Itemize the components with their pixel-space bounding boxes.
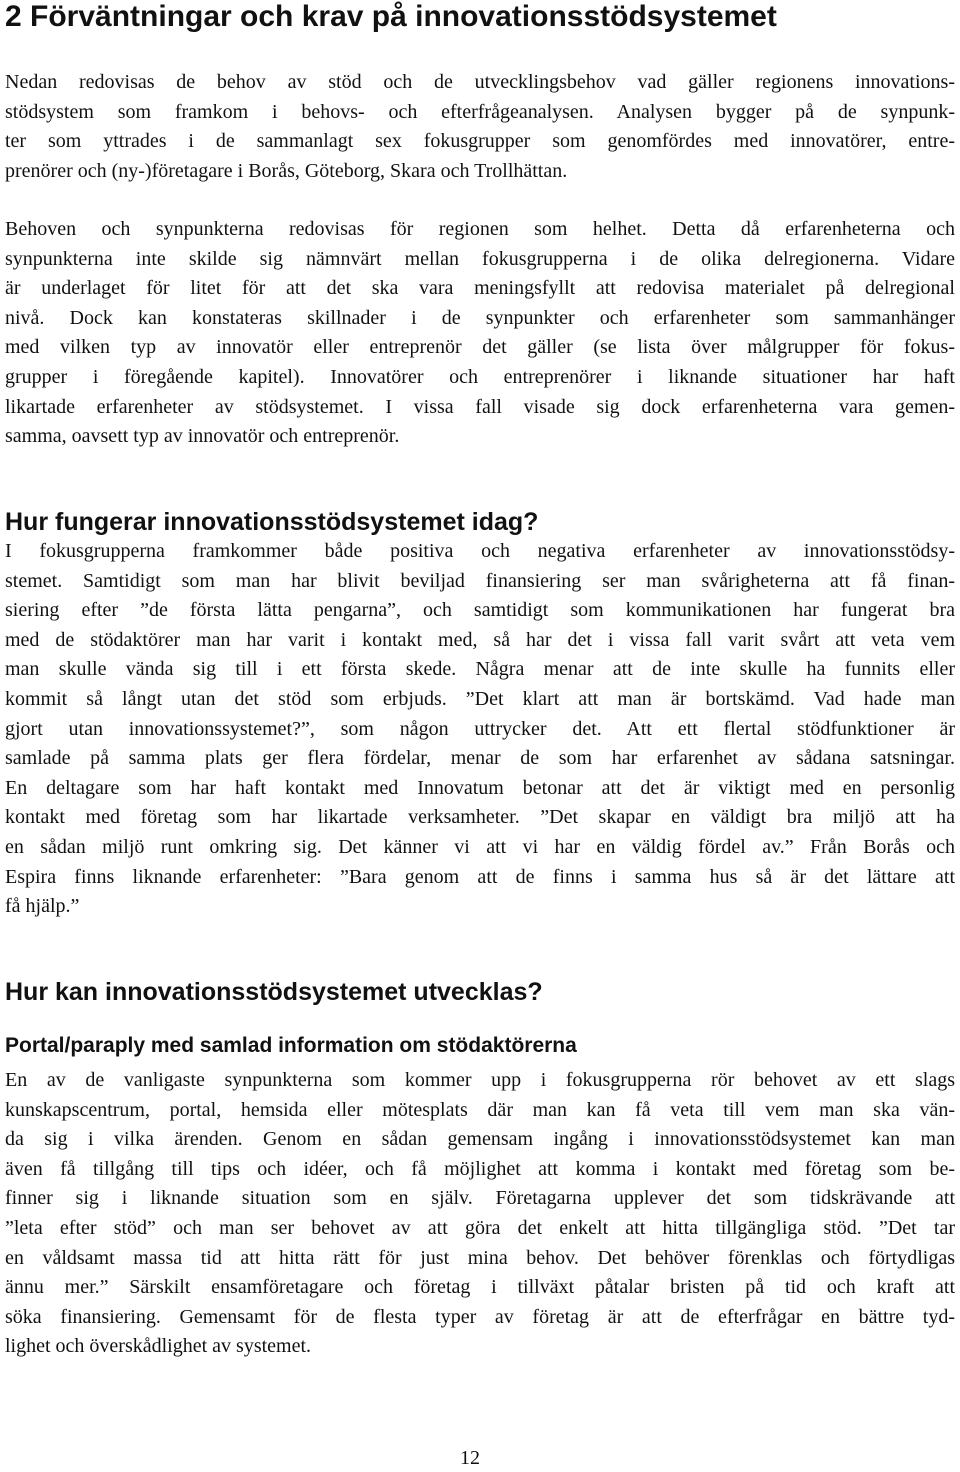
text-line: även få tillgång till tips och idéer, och få möjlighet att komma i kontakt med företag som be- — [5, 1157, 955, 1180]
text-line: Espira finns liknande erfarenheter: ”Bara genom att de finns i samma hus så är det lättare att — [5, 865, 955, 888]
text-line: synpunkterna inte skilde sig nämnvärt mellan fokusgrupperna i de olika delregionerna. Vidare — [5, 247, 955, 270]
current-system-paragraph — [5, 537, 955, 922]
text-line: I fokusgrupperna framkommer både positiva och negativa erfarenheter av innovationsstödsy- — [5, 540, 955, 562]
text-line: gjort utan innovationssystemet?”, som någon uttrycker det. Att ett flertal stödfunktioner är — [5, 717, 955, 740]
text-line: finner sig i liknande situation som en själv. Företagarna upplever det som tidskrävande att — [5, 1187, 955, 1210]
text-line: få hjälp.” — [5, 895, 80, 918]
text-line: Behoven och synpunkterna redovisas för regionen som helhet. Detta då erfarenheterna och — [5, 218, 955, 240]
text-line: En av de vanligaste synpunkterna som kommer upp i fokusgrupperna rör behovet av ett slags — [5, 1069, 955, 1091]
needs-paragraph — [5, 215, 955, 452]
portal-paragraph — [5, 1066, 955, 1362]
text-line: samlade på samma plats ger flera fördelar, menar de som har erfarenhet av sådana satsningar. — [5, 747, 955, 770]
text-line: stemet. Samtidigt som man har blivit beviljad finansiering ser man svårigheterna att få finan- — [5, 569, 955, 592]
text-line: grupper i föregående kapitel). Innovatörer och entreprenörer i liknande situationer har haft — [5, 365, 955, 388]
page-number: 12 — [460, 1447, 480, 1469]
text-line: nivå. Dock kan konstateras skillnader i de synpunkter och erfarenheter som sammanhänger — [5, 306, 955, 329]
text-line: da sig i vilka ärenden. Genom en sådan gemensam ingång i innovationsstödsystemet kan man — [5, 1128, 955, 1151]
intro-paragraph — [5, 68, 955, 186]
text-line: samma, oavsett typ av innovatör och entreprenör. — [5, 425, 400, 448]
chapter-heading: 2 Förväntningar och krav på innovationsstödsystemet — [5, 0, 777, 33]
text-line: man skulle vända sig till i ett första skede. Några menar att de inte skulle ha funnits eller — [5, 658, 955, 681]
text-line: söka finansiering. Gemensamt för de flesta typer av företag är att de efterfrågar en bättre tyd- — [5, 1305, 955, 1328]
text-line: stödsystem som framkom i behovs- och efterfrågeanalysen. Analysen bygger på de synpunk- — [5, 100, 955, 123]
text-line: likartade erfarenheter av stödsystemet. I vissa fall visade sig dock erfarenheterna vara gemen- — [5, 395, 955, 418]
text-line: kontakt med företag som har likartade verksamheter. ”Det skapar en väldigt bra miljö att ha — [5, 806, 955, 829]
text-line: ”leta efter stöd” och man ser behovet av att göra det enkelt att hitta tillgängliga stöd. ”Det tar — [5, 1216, 955, 1239]
text-line: med vilken typ av innovatör eller entreprenör det gäller (se lista över målgrupper för fokus- — [5, 336, 955, 359]
text-line: lighet och överskådlighet av systemet. — [5, 1335, 312, 1358]
text-line: Nedan redovisas de behov av stöd och de utvecklingsbehov vad gäller regionens innovations- — [5, 71, 955, 93]
text-line: En deltagare som har haft kontakt med Innovatum betonar att det är viktigt med en personlig — [5, 776, 955, 799]
text-line: en sådan miljö runt omkring sig. Det känner vi att vi har en väldig fördel av.” Från Borås och — [5, 835, 955, 858]
section-heading-current-system: Hur fungerar innovationsstödsystemet idag? — [5, 508, 539, 536]
text-line: med de stödaktörer man har varit i kontakt med, så har det i vissa fall varit svårt att veta vem — [5, 628, 955, 651]
section-heading-development: Hur kan innovationsstödsystemet utvecklas? — [5, 978, 543, 1006]
text-line: kunskapscentrum, portal, hemsida eller mötesplats där man kan få veta till vem man ska vän- — [5, 1098, 955, 1121]
text-line: kommit så långt utan det stöd som erbjuds. ”Det klart att man är bortskämd. Vad hade man — [5, 687, 955, 710]
text-line: siering efter ”de första lätta pengarna”, och samtidigt som kommunikationen har fungerat bra — [5, 599, 955, 622]
subsection-heading-portal: Portal/paraply med samlad information om stödaktörerna — [5, 1034, 577, 1057]
text-line: är underlaget för litet för att det ska vara meningsfyllt att redovisa materialet på delregional — [5, 277, 955, 300]
text-line: ännu mer.” Särskilt ensamföretagare och företag i tillväxt påtalar bristen på tid och kraft att — [5, 1276, 955, 1299]
text-line: ter som yttrades i de sammanlagt sex fokusgrupper som genomfördes med innovatörer, entre- — [5, 130, 955, 153]
text-line: prenörer och (ny-)företagare i Borås, Göteborg, Skara och Trollhättan. — [5, 159, 568, 182]
text-line: en våldsamt massa tid att hitta rätt för just mina behov. Det behöver förenklas och förtydligas — [5, 1246, 955, 1269]
